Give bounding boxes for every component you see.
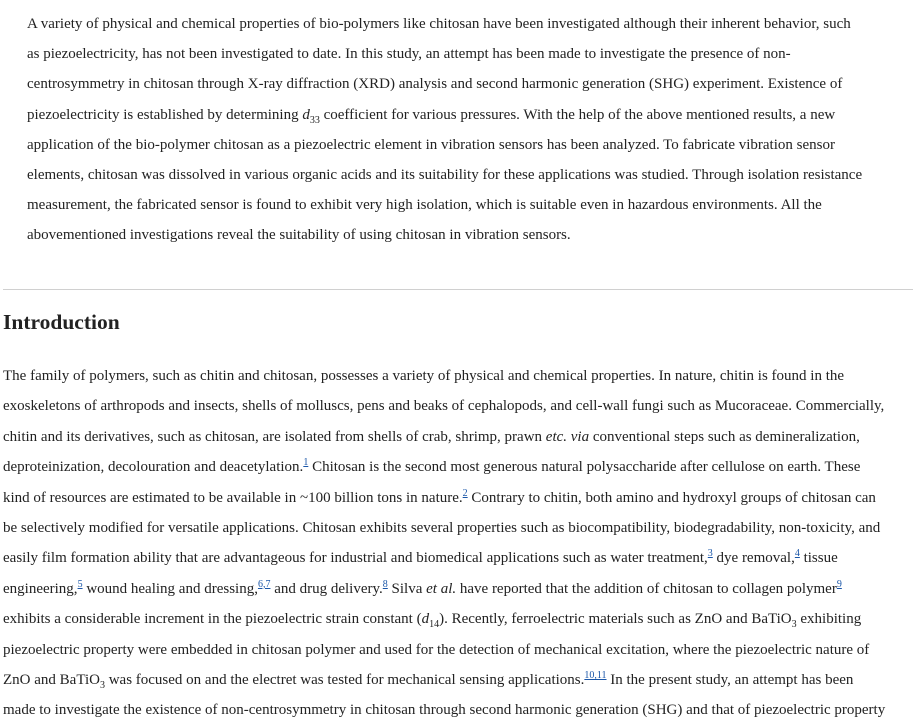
intro-text: exhibiting — [796, 611, 862, 628]
intro-text: conventional steps such as demineralization, — [589, 428, 860, 445]
intro-text: Silva — [387, 580, 427, 597]
section-heading-introduction: Introduction — [3, 310, 120, 334]
citation-link-1[interactable]: 1 — [303, 457, 309, 469]
intro-line — [3, 604, 908, 634]
batio3-subscript: 3 — [791, 619, 797, 631]
intro-text: chitin and its derivatives, such as chitosan, are isolated from shells of crab, shrimp, prawn — [3, 428, 546, 445]
citation-link-2[interactable]: 2 — [462, 487, 468, 499]
d33-symbol: d — [302, 106, 310, 123]
intro-text: In the present study, an attempt has been — [606, 672, 854, 689]
intro-text: engineering, — [3, 580, 78, 597]
intro-line: piezoelectric property were embedded in chitosan polymer and used for the detection of mechanical excitation, where the piezoelectric nature of — [3, 641, 870, 658]
abstract-line: measurement, the fabricated sensor is found to exhibit very high isolation, which is suitable even in hazardous environments. All the — [27, 197, 822, 214]
d33-subscript: 33 — [309, 114, 320, 126]
abstract-text: coefficient for various pressures. With the help of the above mentioned results, a new — [319, 106, 836, 123]
abstract-line: application of the bio-polymer chitosan as a piezoelectric element in vibration sensors has been analyzed. To fabricate vibration sensor — [27, 136, 835, 153]
abstract-line: centrosymmetry in chitosan through X-ray diffraction (XRD) analysis and second harmonic generation (SHG) experiment. Existence of — [27, 76, 843, 93]
intro-line — [3, 483, 908, 513]
intro-text: was focused on and the electret was tested for mechanical sensing applications. — [104, 672, 585, 689]
citation-link-3[interactable]: 3 — [707, 548, 713, 560]
intro-text: ). Recently, ferroelectric materials such as ZnO and BaTiO — [439, 611, 792, 628]
intro-text: deproteinization, decolouration and deacetylation. — [3, 459, 304, 476]
intro-text: dye removal, — [712, 550, 795, 567]
citation-link-8[interactable]: 8 — [382, 578, 388, 590]
abstract-paragraph — [27, 9, 887, 251]
batio3-subscript: 3 — [99, 680, 105, 692]
intro-text: wound healing and dressing, — [82, 580, 258, 597]
abstract-line: abovementioned investigations reveal the suitability of using chitosan in vibration sensors. — [27, 227, 571, 244]
abstract-line — [27, 100, 887, 130]
intro-line: exoskeletons of arthropods and insects, shells of molluscs, pens and beaks of cephalopods, and cell-wall fungi such as Mucoraceae. Commercially, — [3, 398, 885, 415]
italic-text: via — [570, 428, 590, 445]
intro-text: ZnO and BaTiO — [3, 672, 100, 689]
abstract-line: as piezoelectricity, has not been investigated to date. In this study, an attempt has been made to investigate the presence of non- — [27, 46, 791, 63]
intro-line — [3, 574, 908, 604]
intro-text: Contrary to chitin, both amino and hydroxyl groups of chitosan can — [467, 489, 876, 506]
intro-line: be selectively modified for versatile applications. Chitosan exhibits several properties such as biocompatibility, biodegradability, non-toxicity, and — [3, 520, 881, 537]
citation-link-10-11[interactable]: 10,11 — [584, 670, 607, 682]
d14-subscript: 14 — [429, 619, 440, 631]
citation-link-6-7[interactable]: 6,7 — [257, 578, 271, 590]
citation-link-5[interactable]: 5 — [77, 578, 83, 590]
intro-line — [3, 543, 908, 573]
citation-link-9[interactable]: 9 — [836, 578, 842, 590]
intro-text: easily film formation ability that are advantageous for industrial and biomedical applications such as water treatment, — [3, 550, 708, 567]
citation-link-4[interactable]: 4 — [794, 548, 800, 560]
abstract-text: piezoelectricity is established by determining — [27, 106, 303, 123]
intro-text: Chitosan is the second most generous natural polysaccharide after cellulose on earth. These — [308, 459, 861, 476]
intro-text: tissue — [799, 550, 838, 567]
italic-text: et al. — [426, 580, 457, 597]
intro-text: kind of resources are estimated to be available in ~100 billion tons in nature. — [3, 489, 463, 506]
introduction-paragraph — [3, 361, 908, 726]
intro-text: exhibits a considerable increment in the piezoelectric strain constant ( — [3, 611, 422, 628]
intro-text: have reported that the addition of chitosan to collagen polymer — [456, 580, 837, 597]
intro-line — [3, 452, 908, 482]
intro-line — [3, 665, 908, 695]
abstract-line: elements, chitosan was dissolved in various organic acids and its suitability for these applications was studied. Through isolation resistance — [27, 167, 863, 184]
italic-text: etc. — [545, 428, 568, 445]
d14-symbol: d — [421, 611, 430, 628]
section-divider — [3, 289, 913, 290]
abstract-line: A variety of physical and chemical properties of bio-polymers like chitosan have been investigated although their inherent behavior, such — [27, 16, 851, 32]
intro-line: made to investigate the existence of non-centrosymmetry in chitosan through second harmonic generation (SHG) and that of piezoelectric property — [3, 702, 886, 719]
intro-line: The family of polymers, such as chitin and chitosan, possesses a variety of physical and chemical properties. In nature, chitin is found in the — [3, 368, 845, 384]
intro-text: and drug delivery. — [270, 580, 383, 597]
intro-line — [3, 422, 908, 452]
